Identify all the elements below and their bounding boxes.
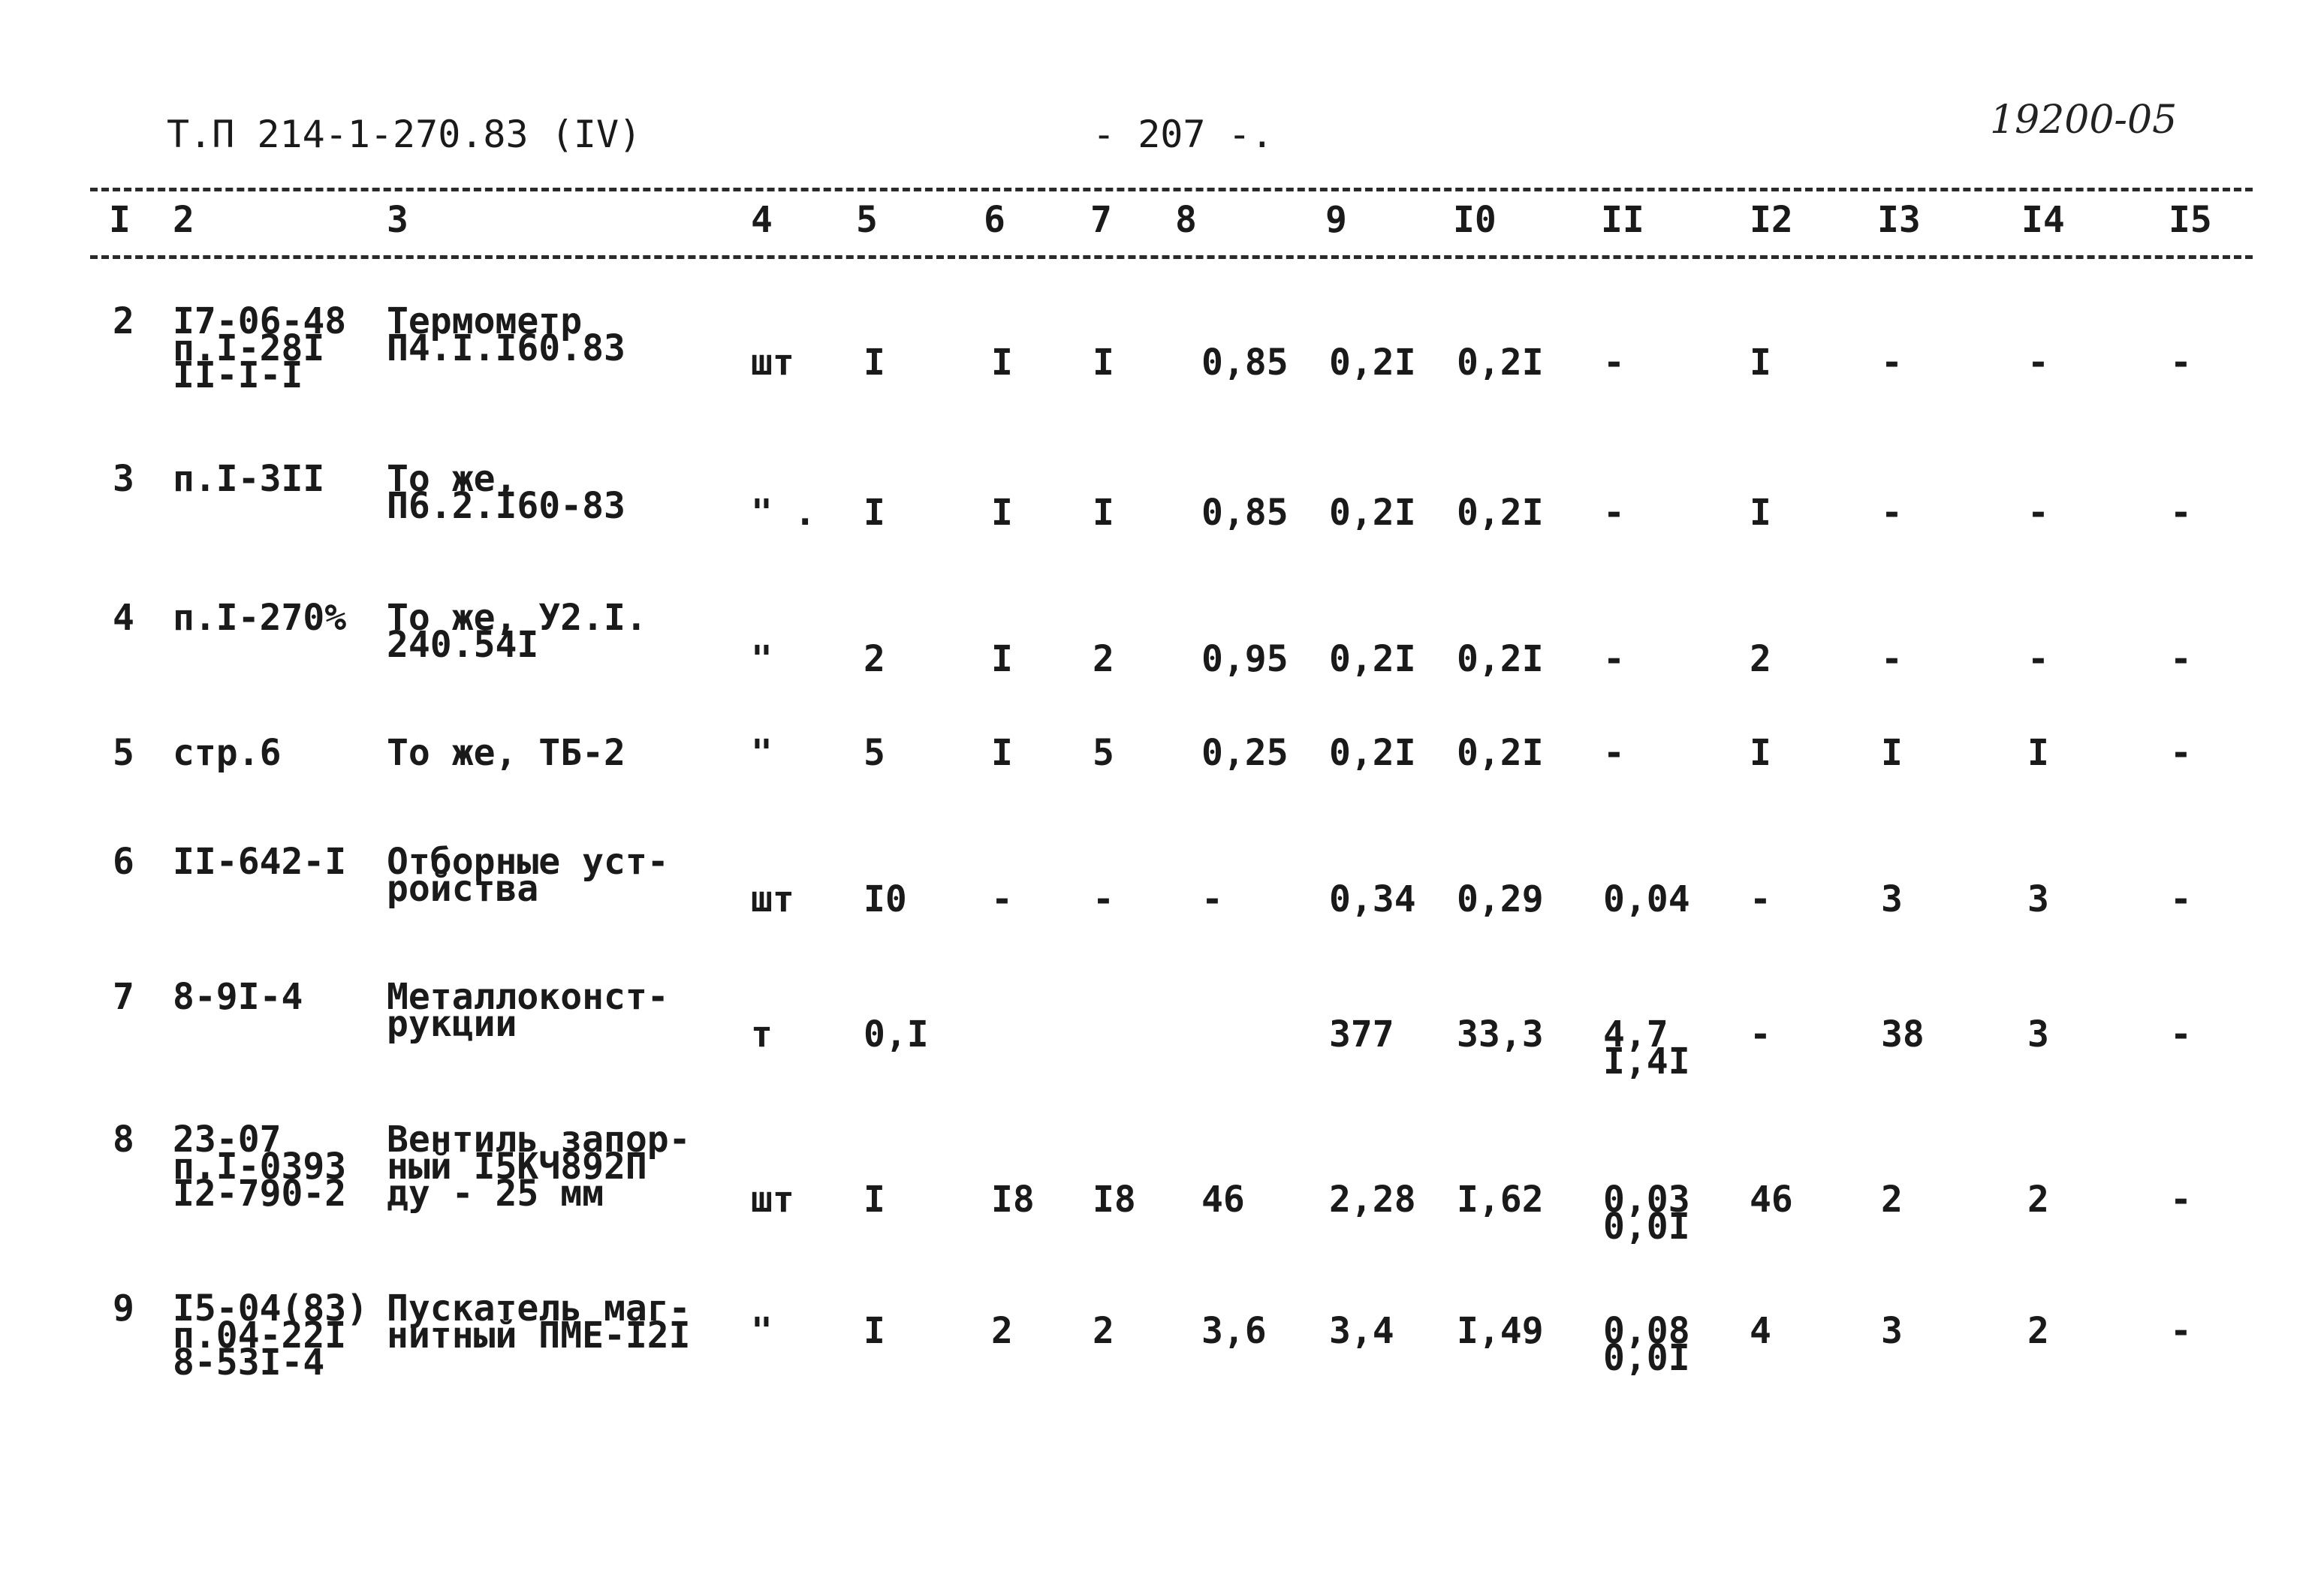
- cell-c14: -: [2027, 492, 2049, 534]
- cell-c12: 46: [1750, 1179, 1793, 1221]
- col-number-10: I0: [1453, 199, 1497, 241]
- cell-c9: 0,2I: [1329, 732, 1416, 774]
- cell-c10: 0,2I: [1457, 732, 1544, 774]
- col-number-6: 6: [984, 199, 1005, 241]
- cell-c7: I: [1093, 492, 1114, 534]
- cell-c7: 2: [1093, 638, 1114, 680]
- cell-name: Пускатель маг- нитный ПМЕ-I2I: [387, 1287, 691, 1357]
- cell-c10: I,62: [1457, 1179, 1544, 1221]
- cell-c15: -: [2170, 878, 2192, 920]
- cell-c12: I: [1750, 342, 1771, 384]
- col-number-11: II: [1601, 199, 1644, 241]
- cell-n: 3: [113, 458, 134, 500]
- cell-unit: ": [751, 638, 773, 680]
- cell-c14: I: [2027, 732, 2049, 774]
- cell-c5: I: [864, 1310, 885, 1352]
- col-number-4: 4: [751, 199, 773, 241]
- cell-c15: -: [2170, 1310, 2192, 1352]
- cell-n: 6: [113, 841, 134, 883]
- cell-name: То же, П6.2.I60-83: [387, 458, 625, 527]
- cell-c12: I: [1750, 732, 1771, 774]
- cell-c10: 0,29: [1457, 878, 1544, 920]
- cell-c13: -: [1881, 638, 1903, 680]
- cell-c9: 0,2I: [1329, 638, 1416, 680]
- cell-ref: II-642-I: [173, 841, 347, 883]
- cell-c11: -: [1603, 732, 1625, 774]
- cell-name: Вентиль запор- ный I5КЧ892П ду - 25 мм: [387, 1119, 691, 1215]
- cell-ref: I5-04(83) п.04-22I 8-53I-4: [173, 1287, 369, 1384]
- cell-c11: -: [1603, 492, 1625, 534]
- cell-c9: 2,28: [1329, 1179, 1416, 1221]
- cell-c12: -: [1750, 1013, 1771, 1056]
- cell-c7: -: [1093, 878, 1114, 920]
- cell-c8: 46: [1201, 1179, 1245, 1221]
- cell-c15: -: [2170, 732, 2192, 774]
- cell-n: 4: [113, 597, 134, 639]
- cell-c13: -: [1881, 342, 1903, 384]
- cell-c15: -: [2170, 342, 2192, 384]
- cell-c10: 33,3: [1457, 1013, 1544, 1056]
- cell-c9: 0,34: [1329, 878, 1416, 920]
- cell-c5: 2: [864, 638, 885, 680]
- cell-c8: -: [1201, 878, 1223, 920]
- cell-unit: ": [751, 1310, 773, 1352]
- cell-c14: 2: [2027, 1310, 2049, 1352]
- col-number-2: 2: [173, 199, 194, 241]
- cell-ref: п.I-270%: [173, 597, 347, 639]
- cell-ref: I7-06-48 п.I-28I II-I-I: [173, 300, 347, 396]
- cell-c12: -: [1750, 878, 1771, 920]
- header-top-rule: [90, 188, 2253, 191]
- cell-unit: шт: [751, 1179, 794, 1221]
- cell-c6: I8: [991, 1179, 1035, 1221]
- cell-c9: 0,2I: [1329, 492, 1416, 534]
- cell-name: Термометр П4.I.I60.83: [387, 300, 625, 369]
- cell-name: Металлоконст- рукции: [387, 976, 669, 1045]
- cell-ref: 8-9I-4: [173, 976, 303, 1018]
- cell-c11: -: [1603, 638, 1625, 680]
- cell-c15: -: [2170, 1179, 2192, 1221]
- cell-name: То же, У2.I. 240.54I: [387, 597, 647, 666]
- cell-ref: стр.6: [173, 732, 282, 774]
- cell-c9: 0,2I: [1329, 342, 1416, 384]
- cell-unit: шт: [751, 878, 794, 920]
- cell-c11: 0,04: [1603, 878, 1690, 920]
- cell-c7: I8: [1093, 1179, 1136, 1221]
- cell-c6: I: [991, 492, 1013, 534]
- cell-c6: I: [991, 638, 1013, 680]
- cell-c6: I: [991, 732, 1013, 774]
- cell-c8: 0,25: [1201, 732, 1289, 774]
- cell-c7: 2: [1093, 1310, 1114, 1352]
- cell-c5: I: [864, 492, 885, 534]
- cell-c8: 0,85: [1201, 492, 1289, 534]
- cell-c11: 0,03 0,0I: [1603, 1179, 1690, 1248]
- cell-c12: 2: [1750, 638, 1771, 680]
- cell-c15: -: [2170, 638, 2192, 680]
- cell-ref: п.I-3II: [173, 458, 325, 500]
- col-number-15: I5: [2169, 199, 2212, 241]
- cell-c15: -: [2170, 1013, 2192, 1056]
- cell-c15: -: [2170, 492, 2192, 534]
- cell-c14: 3: [2027, 878, 2049, 920]
- cell-c5: I0: [864, 878, 907, 920]
- col-number-5: 5: [856, 199, 878, 241]
- cell-c14: 2: [2027, 1179, 2049, 1221]
- page-number: - 207 -.: [1093, 113, 1274, 156]
- cell-c13: 3: [1881, 1310, 1903, 1352]
- cell-unit: ": [751, 732, 773, 774]
- cell-c13: 3: [1881, 878, 1903, 920]
- cell-n: 7: [113, 976, 134, 1018]
- cell-c7: I: [1093, 342, 1114, 384]
- cell-c10: 0,2I: [1457, 342, 1544, 384]
- cell-name: Отборные уст- ройства: [387, 841, 669, 910]
- col-number-13: I3: [1877, 199, 1921, 241]
- cell-c11: 4,7 I,4I: [1603, 1013, 1690, 1083]
- cell-n: 5: [113, 732, 134, 774]
- cell-c8: 0,95: [1201, 638, 1289, 680]
- cell-c14: -: [2027, 342, 2049, 384]
- col-number-8: 8: [1175, 199, 1197, 241]
- cell-c6: I: [991, 342, 1013, 384]
- cell-c13: 38: [1881, 1013, 1925, 1056]
- cell-n: 2: [113, 300, 134, 342]
- cell-name: То же, ТБ-2: [387, 732, 625, 774]
- cell-c13: I: [1881, 732, 1903, 774]
- cell-n: 8: [113, 1119, 134, 1161]
- cell-unit: т: [751, 1013, 773, 1056]
- col-number-9: 9: [1325, 199, 1347, 241]
- cell-c12: I: [1750, 492, 1771, 534]
- cell-c6: -: [991, 878, 1013, 920]
- cell-c13: 2: [1881, 1179, 1903, 1221]
- cell-c5: 5: [864, 732, 885, 774]
- col-number-1: I: [109, 199, 131, 241]
- cell-c12: 4: [1750, 1310, 1771, 1352]
- cell-unit: " .: [751, 492, 816, 534]
- cell-unit: шт: [751, 342, 794, 384]
- col-number-3: 3: [387, 199, 408, 241]
- cell-c14: -: [2027, 638, 2049, 680]
- cell-c10: 0,2I: [1457, 492, 1544, 534]
- cell-c8: 0,85: [1201, 342, 1289, 384]
- cell-ref: 23-07 п.I-0393 I2-790-2: [173, 1119, 347, 1215]
- header-bottom-rule: [90, 255, 2253, 259]
- cell-c9: 377: [1329, 1013, 1394, 1056]
- cell-n: 9: [113, 1287, 134, 1330]
- col-number-7: 7: [1090, 199, 1112, 241]
- cell-c9: 3,4: [1329, 1310, 1394, 1352]
- cell-c7: 5: [1093, 732, 1114, 774]
- cell-c8: 3,6: [1201, 1310, 1267, 1352]
- document-code: Т.П 214-1-270.83 (IV): [167, 113, 642, 156]
- cell-c5: 0,I: [864, 1013, 929, 1056]
- cell-c6: 2: [991, 1310, 1013, 1352]
- col-number-14: I4: [2021, 199, 2065, 241]
- cell-c11: 0,08 0,0I: [1603, 1310, 1690, 1379]
- cell-c13: -: [1881, 492, 1903, 534]
- cell-c10: I,49: [1457, 1310, 1544, 1352]
- cell-c11: -: [1603, 342, 1625, 384]
- col-number-12: I2: [1750, 199, 1793, 241]
- cell-c10: 0,2I: [1457, 638, 1544, 680]
- cell-c14: 3: [2027, 1013, 2049, 1056]
- registration-stamp: 19200-05: [1990, 98, 2178, 143]
- cell-c5: I: [864, 1179, 885, 1221]
- cell-c5: I: [864, 342, 885, 384]
